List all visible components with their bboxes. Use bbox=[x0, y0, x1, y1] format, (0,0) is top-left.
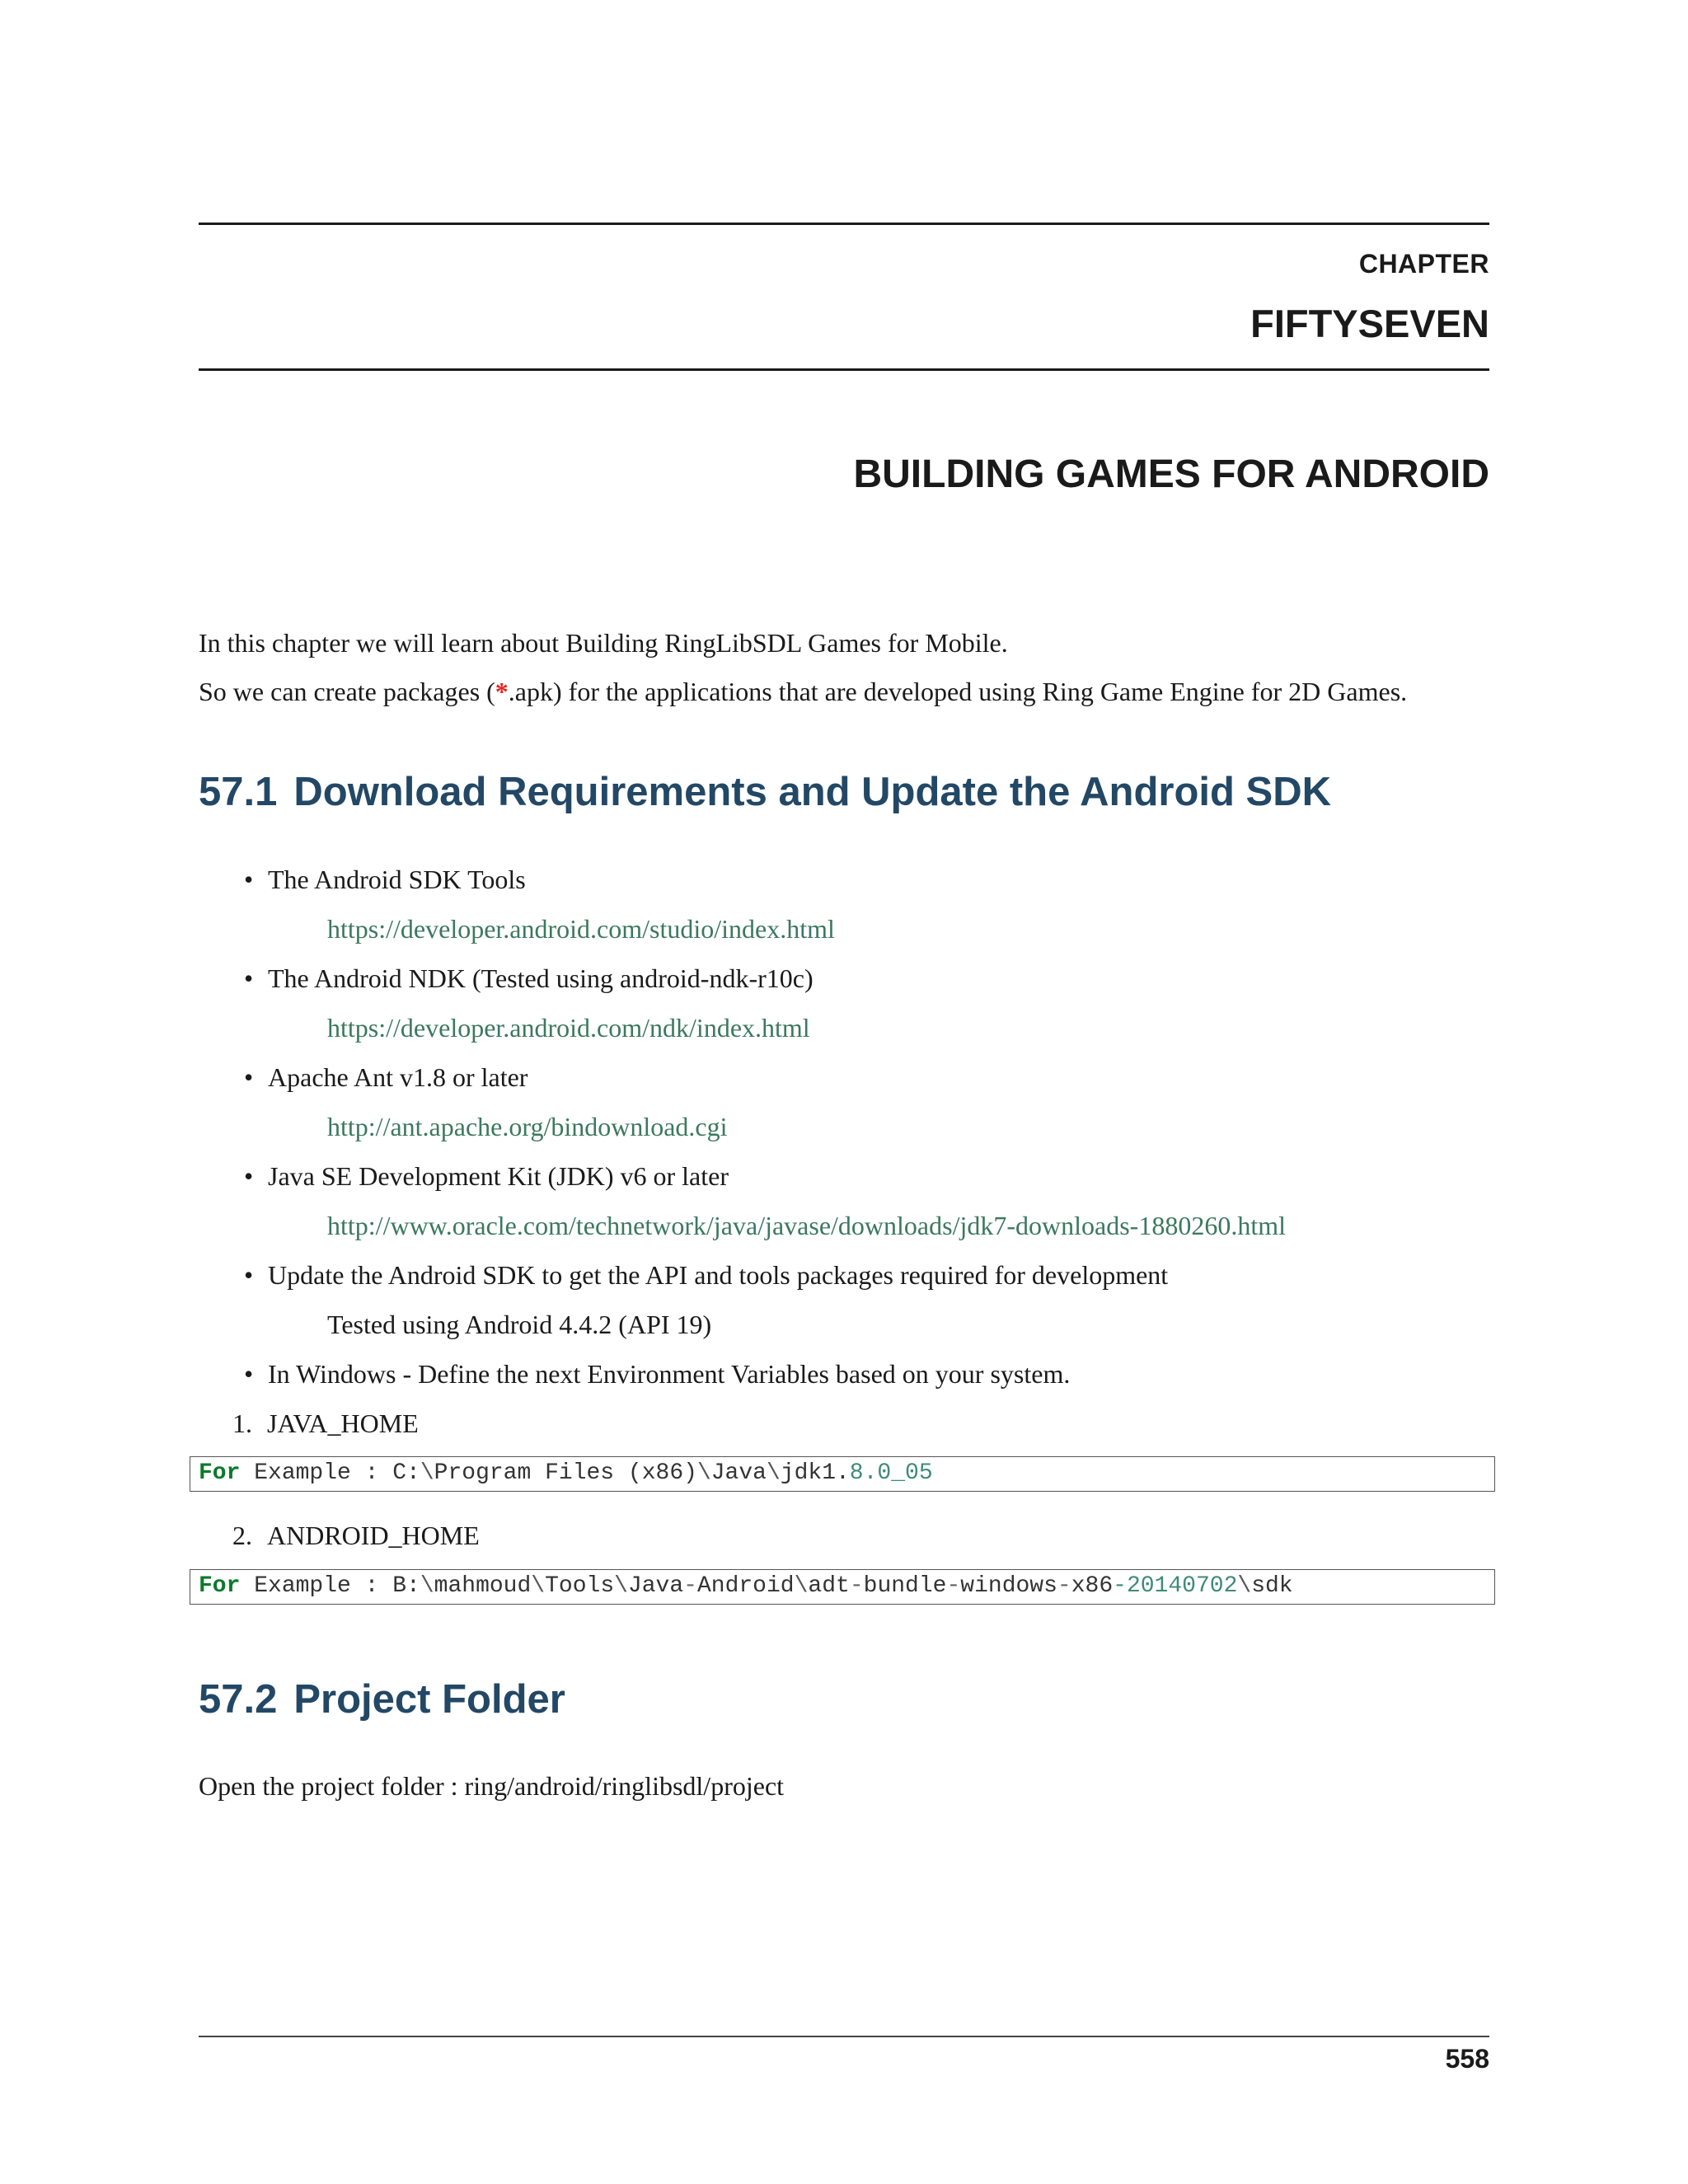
intro-text-after: .apk) for the applications that are developed using Ring Game Engine for 2D Games. bbox=[508, 677, 1408, 706]
code-text: mahmoud bbox=[434, 1573, 532, 1599]
list-item-text: Java SE Development Kit (JDK) v6 or later bbox=[268, 1161, 729, 1191]
code-text: Android bbox=[696, 1573, 795, 1599]
code-escape: \ bbox=[696, 1460, 711, 1486]
list-item bbox=[244, 1160, 729, 1193]
ant-link[interactable]: http://ant.apache.org/bindownload.cgi bbox=[327, 1112, 728, 1141]
list-item bbox=[244, 962, 814, 995]
code-text: bundle bbox=[863, 1573, 947, 1599]
code-block bbox=[190, 1569, 1495, 1605]
list-item-text: Apache Ant v1.8 or later bbox=[268, 1062, 528, 1092]
enumerated-item bbox=[232, 1519, 480, 1552]
section-number: 57.2 bbox=[199, 1677, 278, 1722]
code-operator: - bbox=[849, 1573, 864, 1599]
list-item-subtext: Tested using Android 4.4.2 (API 19) bbox=[327, 1310, 712, 1339]
code-text: Example : C: bbox=[240, 1460, 420, 1486]
code-text: jdk1. bbox=[780, 1460, 850, 1486]
list-item-text: The Android NDK (Tested using android-ndk-r10c) bbox=[268, 963, 814, 993]
code-text: Program Files (x86) bbox=[434, 1460, 697, 1486]
code-text: x86 bbox=[1071, 1573, 1114, 1599]
code-escape: \ bbox=[420, 1573, 434, 1599]
code-escape: \ bbox=[794, 1573, 809, 1599]
section-title: Download Requirements and Update the Android SDK bbox=[293, 770, 1332, 814]
code-operator: - bbox=[946, 1573, 961, 1599]
intro-paragraph-1: In this chapter we will learn about Building RingLibSDL Games for Mobile. bbox=[199, 628, 1008, 658]
code-operator: - bbox=[1057, 1573, 1071, 1599]
top-rule bbox=[199, 223, 1489, 225]
section-title: Project Folder bbox=[293, 1677, 565, 1722]
bullet-icon: • bbox=[244, 1359, 254, 1389]
list-item-text: Update the Android SDK to get the API and tools packages required for development bbox=[268, 1260, 1169, 1290]
ndk-link[interactable]: https://developer.android.com/ndk/index.html bbox=[327, 1013, 810, 1043]
bullet-icon: • bbox=[244, 1062, 254, 1092]
code-text: Java bbox=[710, 1460, 767, 1486]
code-keyword: For bbox=[199, 1573, 241, 1599]
enumerated-item bbox=[232, 1407, 419, 1440]
header-rule bbox=[199, 368, 1489, 371]
code-text: Example : B: bbox=[240, 1573, 420, 1599]
sdk-tools-link[interactable]: https://developer.android.com/studio/index.html bbox=[327, 914, 835, 944]
list-item-text: The Android SDK Tools bbox=[268, 865, 526, 894]
code-number: _05 bbox=[891, 1460, 933, 1486]
code-number: -20140702 bbox=[1113, 1573, 1238, 1599]
code-operator: - bbox=[683, 1573, 697, 1599]
code-escape: \ bbox=[531, 1573, 546, 1599]
enum-text: ANDROID_HOME bbox=[267, 1521, 480, 1550]
chapter-label: CHAPTER bbox=[1358, 249, 1489, 279]
code-text: windows bbox=[960, 1573, 1057, 1599]
enum-text: JAVA_HOME bbox=[267, 1408, 419, 1438]
list-item bbox=[244, 1357, 1070, 1390]
chapter-title: BUILDING GAMES FOR ANDROID bbox=[853, 452, 1489, 496]
code-text: Tools bbox=[545, 1573, 615, 1599]
code-text: sdk bbox=[1251, 1573, 1293, 1599]
project-folder-paragraph: Open the project folder : ring/android/ringlibsdl/project bbox=[199, 1771, 785, 1801]
code-text: Java bbox=[627, 1573, 684, 1599]
enum-number: 2. bbox=[232, 1521, 252, 1550]
code-block bbox=[190, 1456, 1495, 1492]
chapter-number: FIFTYSEVEN bbox=[1250, 302, 1489, 345]
enum-number: 1. bbox=[232, 1408, 252, 1438]
intro-paragraph-2 bbox=[199, 675, 1407, 708]
section-number: 57.1 bbox=[199, 770, 278, 814]
list-item bbox=[244, 1061, 528, 1094]
footer-rule bbox=[199, 2036, 1489, 2037]
asterisk-highlight: * bbox=[495, 677, 509, 706]
list-item bbox=[244, 1258, 1168, 1291]
code-keyword: For bbox=[199, 1460, 241, 1486]
bullet-icon: • bbox=[244, 963, 254, 993]
intro-text-before: So we can create packages ( bbox=[199, 677, 495, 706]
bullet-icon: • bbox=[244, 1260, 254, 1290]
section-heading-57-1 bbox=[199, 769, 1331, 815]
page-number: 558 bbox=[1445, 2044, 1489, 2074]
bullet-icon: • bbox=[244, 1161, 254, 1191]
code-escape: \ bbox=[420, 1460, 434, 1486]
bullet-icon: • bbox=[244, 865, 254, 894]
list-item bbox=[244, 863, 526, 896]
jdk-link[interactable]: http://www.oracle.com/technetwork/java/javase/downloads/jdk7-downloads-1880260.html bbox=[327, 1211, 1286, 1240]
code-number: 8.0 bbox=[849, 1460, 892, 1486]
code-text: adt bbox=[808, 1573, 850, 1599]
code-escape: \ bbox=[614, 1573, 628, 1599]
code-escape: \ bbox=[766, 1460, 781, 1486]
code-escape: \ bbox=[1237, 1573, 1252, 1599]
section-heading-57-2 bbox=[199, 1676, 565, 1722]
list-item-text: In Windows - Define the next Environment Variables based on your system. bbox=[268, 1359, 1071, 1389]
